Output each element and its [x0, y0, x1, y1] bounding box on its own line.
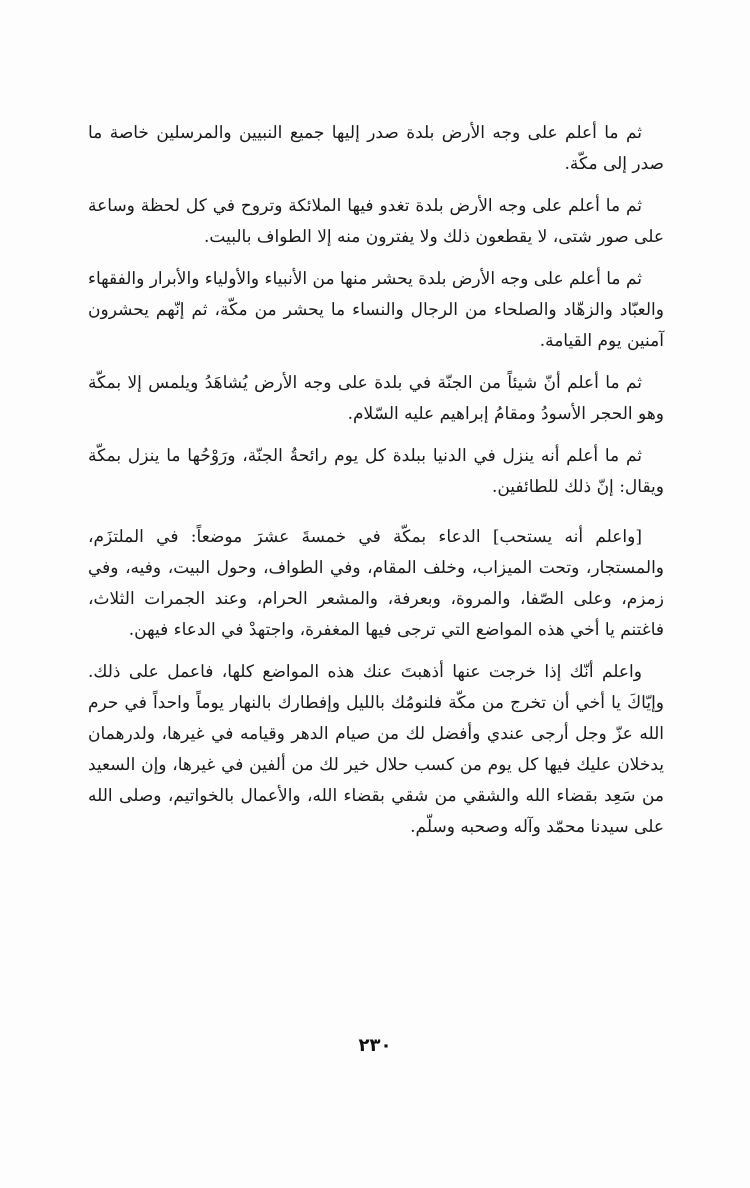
paragraph-5: ثم ما أعلم أنه ينزل في الدنيا ببلدة كل يوم رائحةُ الجنّة، ورَوْحُها ما ينزل بمكّة ويقال: إنّ ذلك للطائفين.	[88, 446, 664, 497]
paragraph-3: ثم ما أعلم على وجه الأرض بلدة يحشر منها من الأنبياء والأولياء والأبرار والفقهاء والعبّاد والزهّاد والصلحاء من الرجال والنساء ما يحشر من مكّة، ثم إنّهم يحشرون آمنين يوم القيامة.	[88, 269, 664, 351]
paragraph-2: ثم ما أعلم على وجه الأرض بلدة تغدو فيها الملائكة وتروح في كل لحظة وساعة على صور شتى، لا يقطعون ذلك ولا يفترون منه إلا الطواف بالبيت.	[88, 196, 664, 247]
second-section	[88, 522, 664, 854]
paragraph-1: ثم ما أعلم على وجه الأرض بلدة صدر إليها جميع النبيين والمرسلين خاصة ما صدر إلى مكّة.	[88, 123, 664, 174]
paragraph-4: ثم ما أعلم أنّ شيئاً من الجنّة في بلدة على وجه الأرض يُشاهَدُ ويلمس إلا بمكّة وهو الحجر الأسودُ ومقامُ إبراهيم عليه السّلام.	[88, 373, 664, 424]
paragraph-closing: واعلم أنّك إذا خرجت عنها أذهبتَ عنك هذه المواضع كلها، فاعمل على ذلك. وإيّاكَ يا أخي أن تخرج من مكّة فلنومُك بالليل وإفطارك بالنهار يوماً واحداً في حرم الله عزّ وجل أرجى عندي وأفضل لك من صيام الدهر وقيامه في غيرها، ولدرهمان يدخلان عليك فيها كل يوم من كسب حلال خير لك من ألفين في غيرها، وإن السعيد من سَعِد بقضاء الله والشقي من شقي بقضاء الله، والأعمال بالخواتيم، وصلى الله على سيدنا محمّد وآله وصحبه وسلّم.	[88, 662, 664, 837]
page-number: ٢٣٠	[358, 1035, 392, 1056]
main-text	[88, 118, 664, 514]
paragraph-dua-places: [واعلم أنه يستحب] الدعاء بمكّة في خمسةَ عشرَ موضعاً: في الملتزَم، والمستجار، وتحت الميزاب، وخلف المقام، وفي الطواف، وحول البيت، وفيه، وفي زمزم، وعلى الصّفا، والمروة، وبعرفة، والمشعر الحرام، وعند الجمرات الثلاث، فاغتنم يا أخي هذه المواضع التي ترجى فيها المغفرة، واجتهدْ في الدعاء فيهن.	[88, 527, 664, 640]
